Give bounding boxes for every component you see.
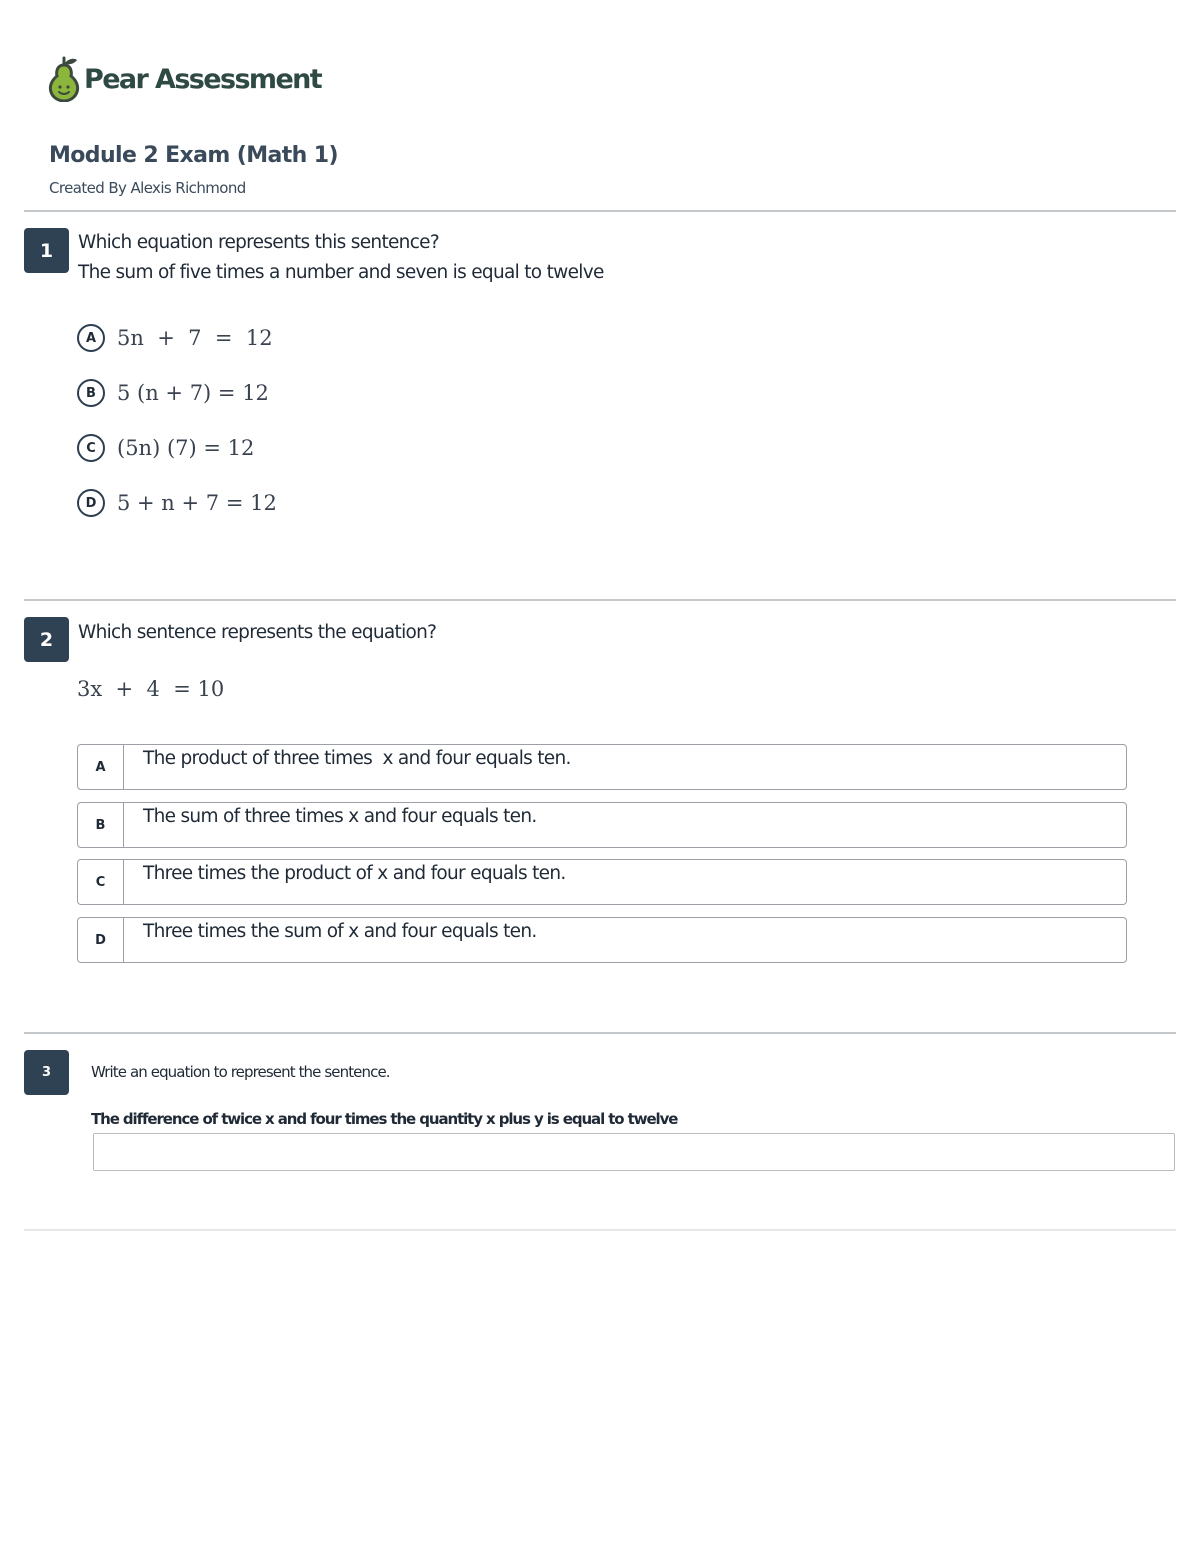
question-1-choice-b[interactable]	[77, 379, 269, 407]
question-number-badge: 3	[24, 1050, 69, 1095]
question-2-choice-b[interactable]	[77, 802, 1127, 848]
choice-text: Three times the sum of x and four equals ten.	[143, 921, 537, 942]
question-1-choice-a[interactable]	[77, 324, 273, 352]
question-number-badge: 1	[24, 228, 69, 273]
choice-letter: A	[78, 745, 124, 789]
choice-text: The product of three times x and four equals ten.	[143, 748, 571, 769]
author-line: Created By Alexis Richmond	[49, 179, 246, 197]
question-1-line-2: The sum of five times a number and seven is equal to twelve	[78, 262, 604, 283]
choice-equation: 5 (n + 7) = 12	[117, 381, 269, 405]
question-divider	[24, 1032, 1176, 1034]
question-1-prompt	[78, 228, 604, 288]
header-divider	[24, 210, 1176, 212]
question-2-choice-c[interactable]	[77, 859, 1127, 905]
answer-input[interactable]	[93, 1133, 1175, 1171]
question-1-choice-c[interactable]	[77, 434, 254, 462]
question-2-equation: 3x + 4 = 10	[77, 677, 225, 701]
choice-letter: B	[78, 803, 124, 847]
question-divider	[24, 599, 1176, 601]
question-number-badge: 2	[24, 617, 69, 662]
question-divider	[24, 1229, 1176, 1231]
question-2-choice-d[interactable]	[77, 917, 1127, 963]
choice-equation: 5 + n + 7 = 12	[117, 491, 277, 515]
choice-letter: D	[78, 918, 124, 962]
question-2-prompt: Which sentence represents the equation?	[78, 622, 437, 643]
choice-equation: 5n + 7 = 12	[117, 326, 273, 350]
question-1-choice-d[interactable]	[77, 489, 277, 517]
choice-letter: C	[77, 434, 105, 462]
choice-text: Three times the product of x and four equals ten.	[143, 863, 566, 884]
question-2-choice-a[interactable]	[77, 744, 1127, 790]
question-3-prompt: Write an equation to represent the sentence.	[91, 1063, 390, 1081]
brand-name: Pear Assessment	[84, 63, 322, 95]
question-3-sentence: The difference of twice x and four times the quantity x plus y is equal to twelve	[91, 1110, 678, 1128]
logo	[47, 56, 321, 102]
choice-letter: D	[77, 489, 105, 517]
question-1-line-1: Which equation represents this sentence?	[78, 232, 439, 253]
choice-equation: (5n) (7) = 12	[117, 436, 255, 460]
choice-letter: C	[78, 860, 124, 904]
pear-icon	[47, 56, 81, 102]
choice-text: The sum of three times x and four equals ten.	[143, 806, 537, 827]
choice-letter: A	[77, 324, 105, 352]
choice-letter: B	[77, 379, 105, 407]
page-title: Module 2 Exam (Math 1)	[49, 143, 338, 168]
